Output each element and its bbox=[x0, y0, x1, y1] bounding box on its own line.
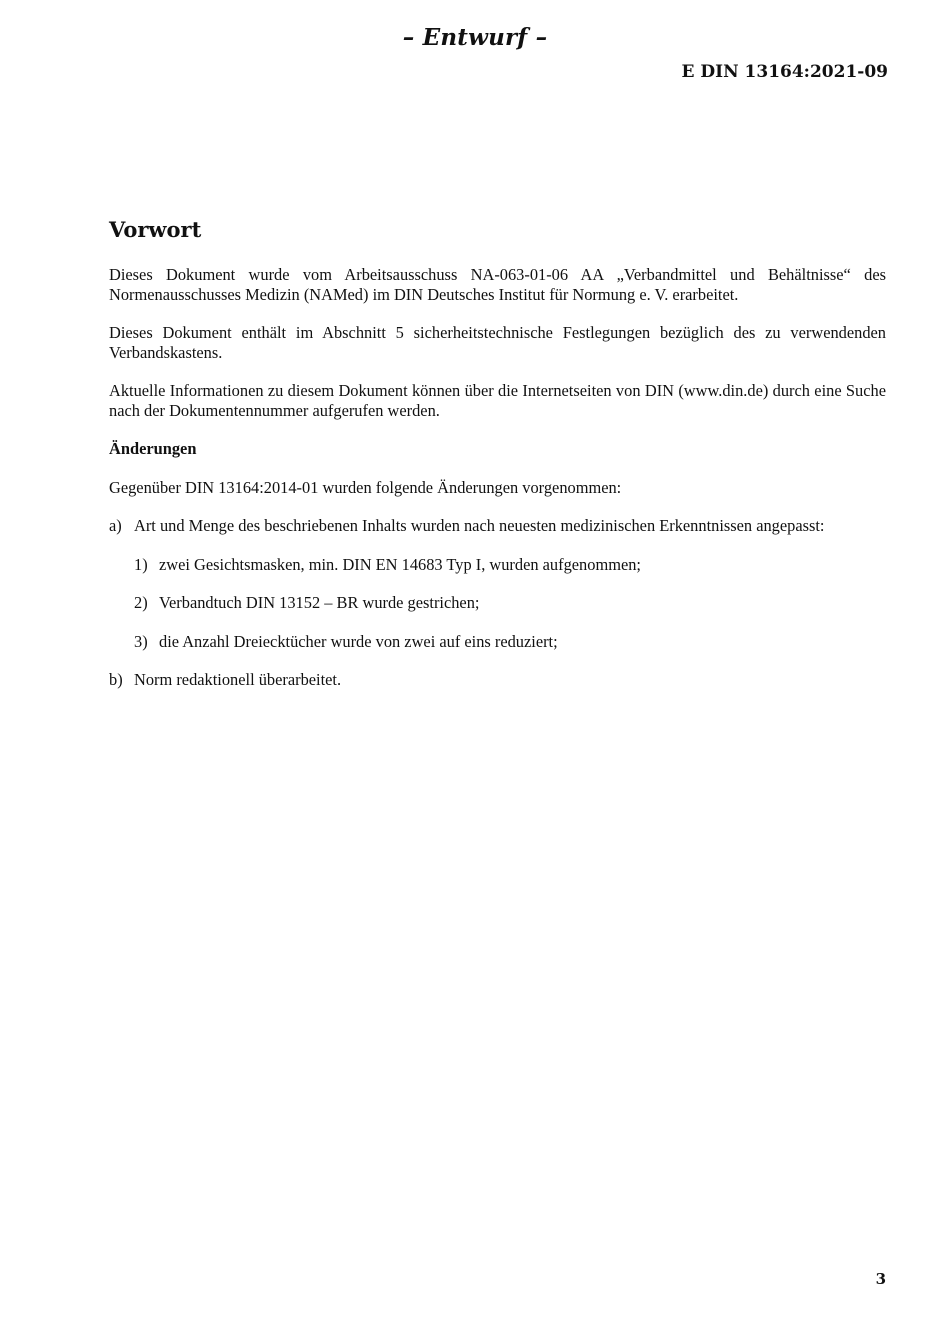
list-item bbox=[109, 516, 886, 536]
changes-heading: Änderungen bbox=[109, 439, 197, 458]
sublist-item bbox=[109, 593, 886, 613]
list-marker: a) bbox=[109, 516, 122, 535]
document-body bbox=[109, 216, 886, 709]
sublist-item-text: die Anzahl Dreiecktücher wurde von zwei auf eins reduziert; bbox=[159, 631, 558, 651]
sublist-marker: 1) bbox=[134, 554, 148, 574]
paragraph-committee: Dieses Dokument wurde vom Arbeitsausschuss NA-063-01-06 AA „Verbandmittel und Behältnisse“ des Normenausschusses Medizin (NAMed) im DIN Deutsches Institut für Normung e. V. erarbeitet. bbox=[109, 265, 886, 304]
page-number: 3 bbox=[875, 1270, 886, 1288]
document-number: E DIN 13164:2021-09 bbox=[681, 62, 888, 82]
changes-intro: Gegenüber DIN 13164:2014-01 wurden folgende Änderungen vorgenommen: bbox=[109, 477, 622, 497]
list-marker: b) bbox=[109, 670, 123, 689]
list-item-text: Art und Menge des beschriebenen Inhalts wurden nach neuesten medizinischen Erkenntnissen angepasst: bbox=[134, 516, 825, 535]
sublist-item-text: zwei Gesichtsmasken, min. DIN EN 14683 Typ I, wurden aufgenommen; bbox=[159, 554, 641, 574]
sublist-item bbox=[109, 632, 886, 652]
sublist-item-text: Verbandtuch DIN 13152 – BR wurde gestrichen; bbox=[159, 593, 480, 612]
list-item-text: Norm redaktionell überarbeitet. bbox=[134, 670, 342, 689]
paragraph-current-information: Aktuelle Informationen zu diesem Dokument können über die Internetseiten von DIN (www.din.de) durch eine Suche nach der Dokumentennummer aufgerufen werden. bbox=[109, 381, 886, 420]
sublist-item bbox=[109, 555, 886, 575]
sublist-marker: 3) bbox=[134, 631, 148, 651]
draft-mark: – Entwurf – bbox=[402, 24, 548, 51]
sublist-marker: 2) bbox=[134, 593, 148, 612]
paragraph-safety-requirements: Dieses Dokument enthält im Abschnitt 5 sicherheitstechnische Festlegungen bezüglich des zu verwendenden Verbandskastens. bbox=[109, 323, 886, 362]
list-item bbox=[109, 670, 886, 690]
section-title-foreword: Vorwort bbox=[109, 217, 202, 242]
